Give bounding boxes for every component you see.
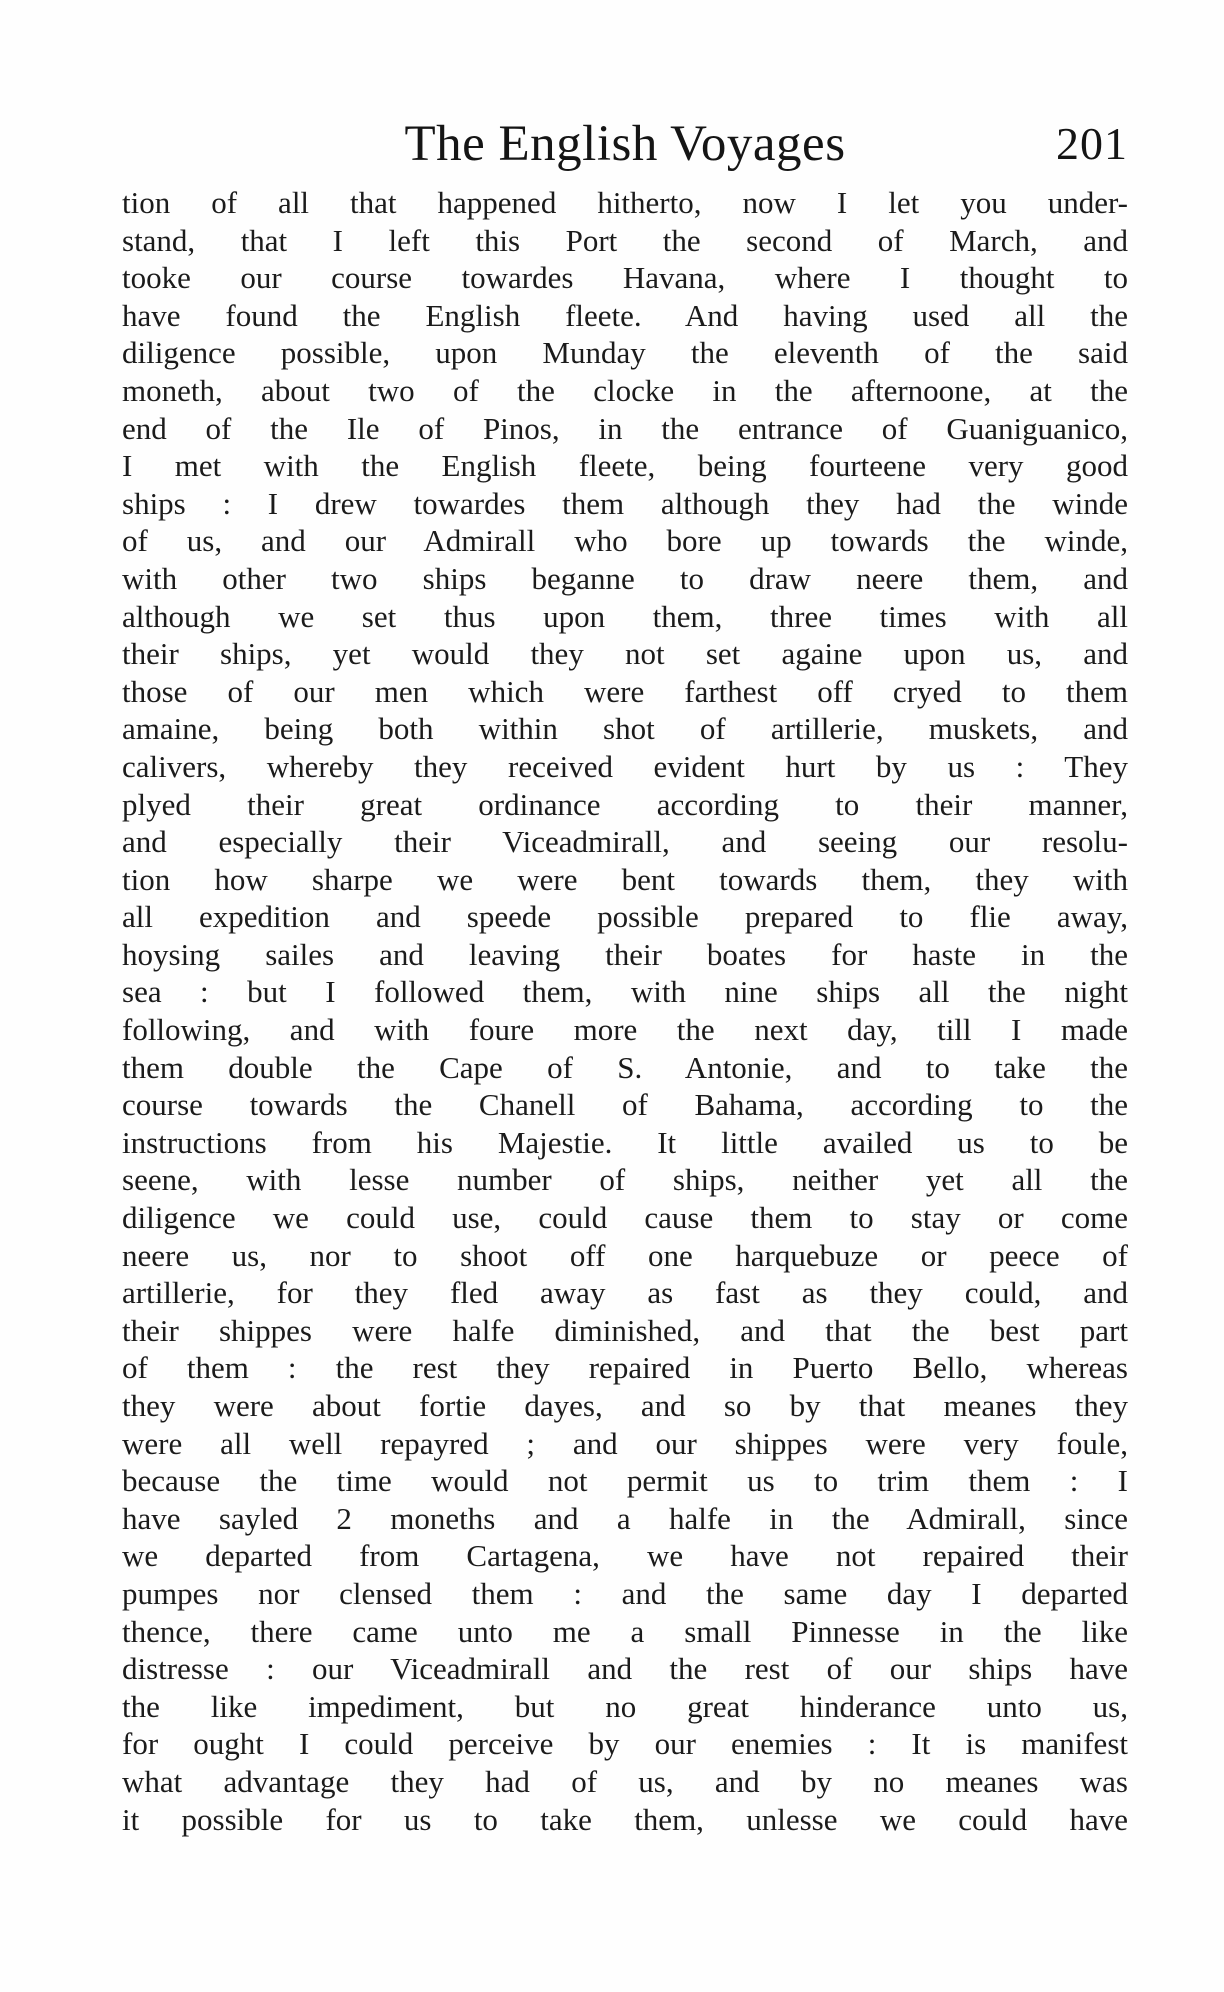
text-line: were all well repayred ; and our shippes were very foule, [122, 1425, 1128, 1461]
text-line: of them : the rest they repaired in Puerto Bello, whereas [122, 1350, 1128, 1386]
text-line: have found the English fleete. And having used all the [122, 297, 1128, 333]
text-line: have sayled 2 moneths and a halfe in the Admirall, since [122, 1500, 1128, 1536]
text-line: those of our men which were farthest off cryed to them [122, 673, 1128, 709]
text-line: and especially their Viceadmirall, and seeing our resolu- [122, 824, 1128, 860]
text-line: of us, and our Admirall who bore up towards the winde, [122, 523, 1128, 559]
text-line: sea : but I followed them, with nine ships all the night [122, 974, 1128, 1010]
text-line: pumpes nor clensed them : and the same day I departed [122, 1575, 1128, 1611]
text-line: tion how sharpe we were bent towards them, they with [122, 861, 1128, 897]
text-line: stand, that I left this Port the second of March, and [122, 222, 1128, 258]
text-line: we departed from Cartagena, we have not repaired their [122, 1538, 1128, 1574]
text-line: moneth, about two of the clocke in the afternoone, at the [122, 372, 1128, 408]
text-line: amaine, being both within shot of artillerie, muskets, and [122, 711, 1128, 747]
text-line: what advantage they had of us, and by no meanes was [122, 1763, 1128, 1799]
text-line: thence, there came unto me a small Pinnesse in the like [122, 1613, 1128, 1649]
text-line: course towards the Chanell of Bahama, according to the [122, 1087, 1128, 1123]
text-line: they were about fortie dayes, and so by that meanes they [122, 1388, 1128, 1423]
running-head [122, 112, 1128, 176]
text-line: although we set thus upon them, three times with all [122, 598, 1128, 634]
text-line: end of the Ile of Pinos, in the entrance of Guaniguanico, [122, 410, 1128, 446]
text-line: diligence we could use, could cause them to stay or come [122, 1200, 1128, 1236]
text-line: artillerie, for they fled away as fast as they could, and [122, 1275, 1128, 1311]
body-text [122, 184, 1128, 1838]
text-line: hoysing sailes and leaving their boates for haste in the [122, 936, 1128, 972]
text-line: seene, with lesse number of ships, neither yet all the [122, 1162, 1128, 1198]
running-title: The English Voyages [404, 116, 846, 172]
text-line: ships : I drew towardes them although they had the winde [122, 485, 1128, 521]
text-line: neere us, nor to shoot off one harquebuze or peece of [122, 1237, 1128, 1273]
text-line: tion of all that happened hitherto, now I let you under- [122, 185, 1128, 220]
text-line: calivers, whereby they received evident hurt by us : They [122, 748, 1128, 784]
text-line: their shippes were halfe diminished, and that the best part [122, 1312, 1128, 1348]
text-line: the like impediment, but no great hinderance unto us, [122, 1688, 1128, 1724]
text-line: instructions from his Majestie. It little availed us to be [122, 1124, 1128, 1160]
text-line: following, and with foure more the next day, till I made [122, 1012, 1128, 1048]
text-line: them double the Cape of S. Antonie, and to take the [122, 1049, 1128, 1085]
text-line: with other two ships beganne to draw neere them, and [122, 560, 1128, 596]
text-line: their ships, yet would they not set againe upon us, and [122, 636, 1128, 672]
text-line: plyed their great ordinance according to their manner, [122, 786, 1128, 822]
text-line: because the time would not permit us to trim them : I [122, 1463, 1128, 1499]
page-number: 201 [1056, 118, 1128, 169]
text-line: tooke our course towardes Havana, where I thought to [122, 260, 1128, 296]
text-line: I met with the English fleete, being fourteene very good [122, 448, 1128, 484]
text-line: all expedition and speede possible prepared to flie away, [122, 899, 1128, 935]
text-line: distresse : our Viceadmirall and the rest of our ships have [122, 1651, 1128, 1687]
text-line: for ought I could perceive by our enemies : It is manifest [122, 1726, 1128, 1762]
text-line: it possible for us to take them, unlesse we could have [122, 1801, 1128, 1837]
text-line: diligence possible, upon Munday the eleventh of the said [122, 335, 1128, 371]
